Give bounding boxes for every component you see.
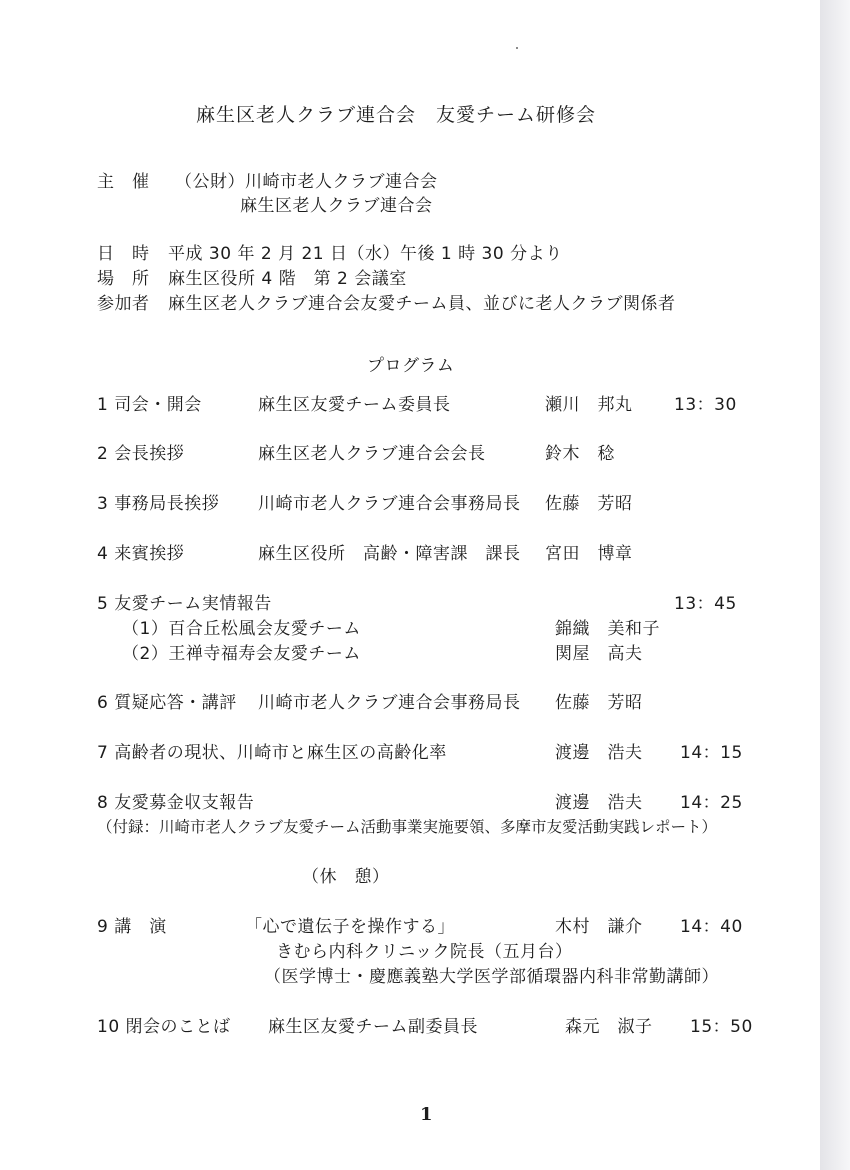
host-line-1: （公財）川崎市老人クラブ連合会 — [175, 172, 438, 192]
date-value: 平成 30 年 2 月 21 日（水）午後 1 時 30 分より — [168, 244, 563, 264]
program-time-5: 13：45 — [674, 594, 737, 614]
host-line-2: 麻生区老人クラブ連合会 — [240, 196, 433, 216]
participants-label: 参加者 — [97, 294, 150, 314]
program-person-4: 宮田 博章 — [545, 544, 633, 564]
program-heading: プログラム — [367, 356, 455, 376]
host-label: 主 催 — [97, 172, 150, 192]
program-role-3: 川崎市老人クラブ連合会事務局長 — [258, 494, 521, 514]
program-line3-9: （医学博士・慶應義塾大学医学部循環器内科非常勤講師） — [264, 967, 719, 987]
scan-speck — [516, 47, 518, 49]
program-person-8: 渡邊 浩夫 — [555, 793, 643, 813]
program-person-9: 木村 謙介 — [555, 917, 643, 937]
program-person-1: 瀬川 邦丸 — [545, 395, 633, 415]
program-item-6: 6 質疑応答・講評 — [97, 693, 237, 713]
program-person-10: 森元 淑子 — [565, 1017, 653, 1037]
program-sub-5-1: （1）百合丘松風会友愛チーム — [122, 619, 361, 639]
program-item-9: 9 講 演 — [97, 917, 167, 937]
program-item-10: 10 閉会のことば — [97, 1017, 231, 1037]
program-item-5: 5 友愛チーム実情報告 — [97, 594, 272, 614]
program-note-8: （付録：川崎市老人クラブ友愛チーム活動事業実施要領、多摩市友愛活動実践レポート） — [97, 818, 718, 836]
document-title: 麻生区老人クラブ連合会 友愛チーム研修会 — [196, 104, 597, 126]
program-role-6: 川崎市老人クラブ連合会事務局長 — [258, 693, 521, 713]
program-role-2: 麻生区老人クラブ連合会会長 — [258, 444, 486, 464]
program-role-10: 麻生区友愛チーム副委員長 — [268, 1017, 478, 1037]
place-label: 場 所 — [97, 269, 150, 289]
program-sub-5-2: （2）王禅寺福寿会友愛チーム — [122, 644, 361, 664]
program-role-4: 麻生区役所 高齢・障害課 課長 — [258, 544, 521, 564]
program-item-4: 4 来賓挨拶 — [97, 544, 185, 564]
program-time-1: 13：30 — [674, 395, 737, 415]
program-time-9: 14：40 — [680, 917, 743, 937]
program-time-10: 15：50 — [690, 1017, 753, 1037]
program-line2-9: きむら内科クリニック院長（五月台） — [276, 942, 573, 962]
program-person-2: 鈴木 稔 — [545, 444, 615, 464]
break-label: （休 憩） — [302, 867, 390, 887]
program-person-3: 佐藤 芳昭 — [545, 494, 633, 514]
program-item-3: 3 事務局長挨拶 — [97, 494, 220, 514]
page-edge-shadow — [820, 0, 850, 1170]
program-sub-person-5-1: 錦織 美和子 — [555, 619, 660, 639]
page-number: 1 — [420, 1104, 434, 1125]
program-role-9: 「心で遺伝子を操作する」 — [245, 917, 455, 937]
program-time-7: 14：15 — [680, 743, 743, 763]
program-person-6: 佐藤 芳昭 — [555, 693, 643, 713]
program-item-8: 8 友愛募金収支報告 — [97, 793, 255, 813]
program-item-1: 1 司会・開会 — [97, 395, 202, 415]
place-value: 麻生区役所 4 階 第 2 会議室 — [168, 269, 407, 289]
program-role-1: 麻生区友愛チーム委員長 — [258, 395, 451, 415]
program-item-7: 7 高齢者の現状、川崎市と麻生区の高齢化率 — [97, 743, 447, 763]
program-sub-person-5-2: 関屋 高夫 — [555, 644, 643, 664]
program-item-2: 2 会長挨拶 — [97, 444, 185, 464]
program-person-7: 渡邊 浩夫 — [555, 743, 643, 763]
program-time-8: 14：25 — [680, 793, 743, 813]
participants-value: 麻生区老人クラブ連合会友愛チーム員、並びに老人クラブ関係者 — [168, 294, 676, 314]
date-label: 日 時 — [97, 244, 150, 264]
